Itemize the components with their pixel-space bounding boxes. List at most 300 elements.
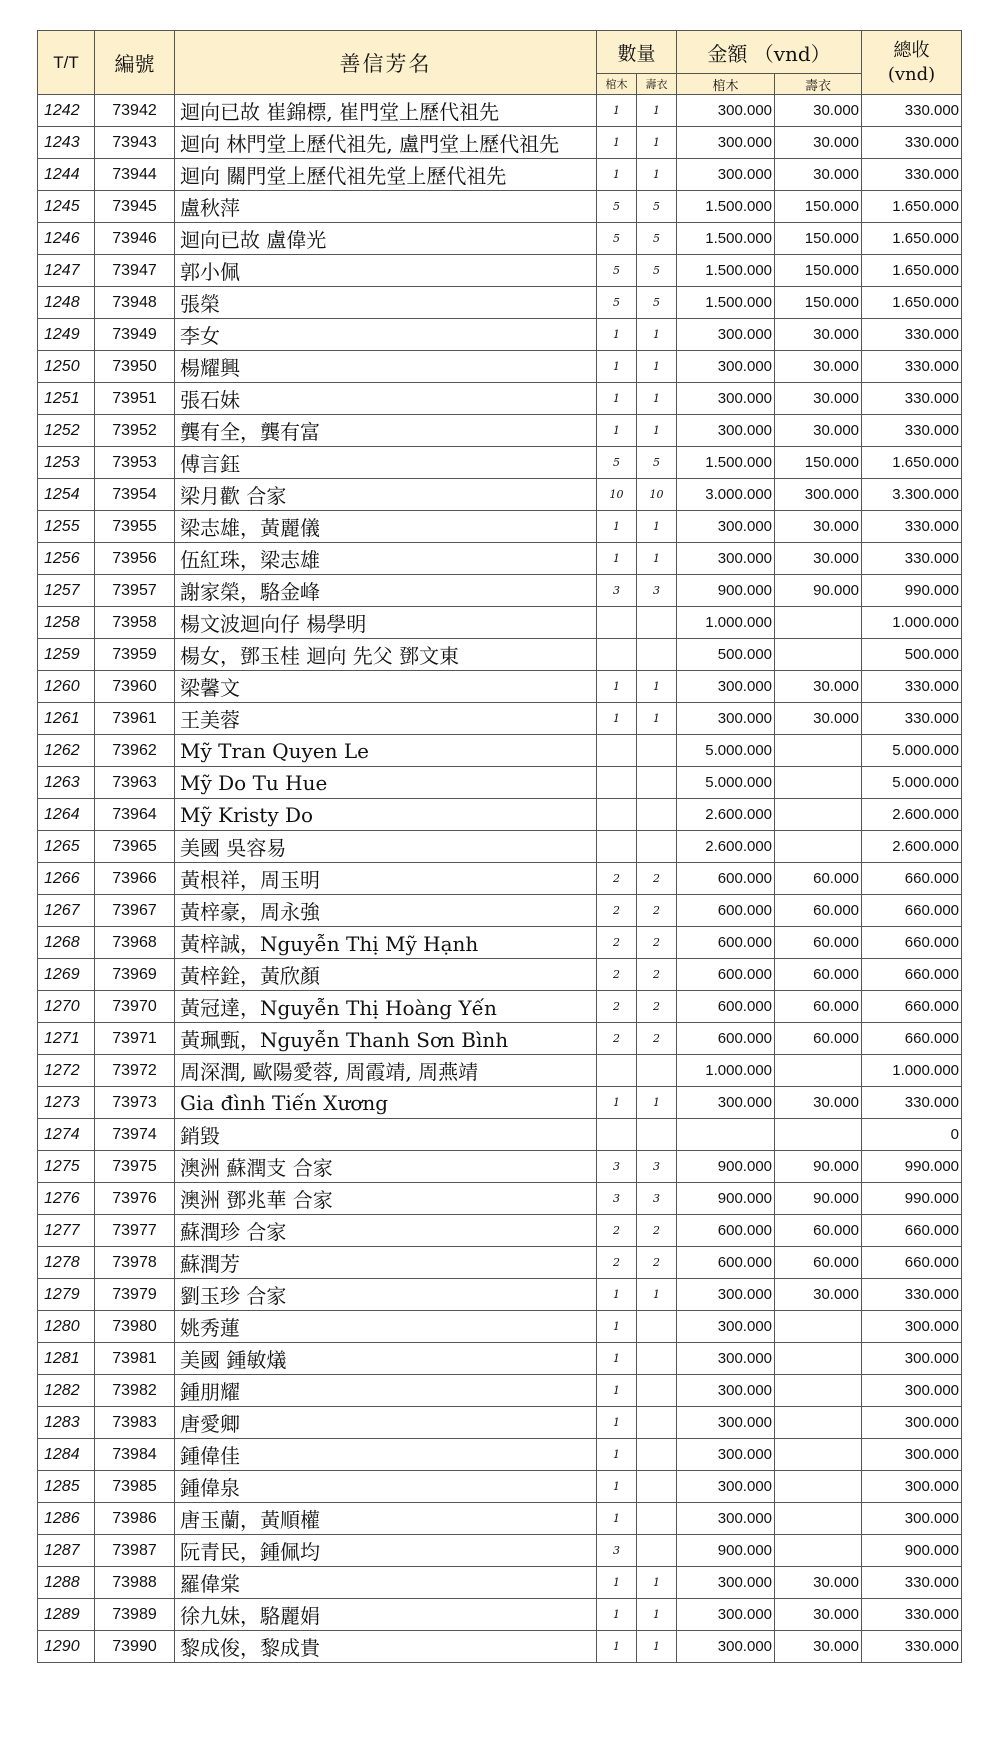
row-qty-shroud [637,799,677,831]
row-qty-coffin: 1 [597,383,637,415]
row-qty-shroud [637,767,677,799]
table-row [38,1183,962,1215]
row-tt: 1272 [38,1055,95,1087]
table-row [38,1087,962,1119]
row-code: 73987 [95,1535,175,1567]
row-total: 660.000 [862,1215,962,1247]
row-total: 330.000 [862,1567,962,1599]
row-amount-coffin: 900.000 [677,575,775,607]
row-name: 銷毀 [175,1119,597,1151]
row-qty-shroud: 2 [637,1023,677,1055]
row-amount-coffin: 600.000 [677,895,775,927]
row-qty-coffin: 2 [597,959,637,991]
row-tt: 1277 [38,1215,95,1247]
row-name: 謝家榮，駱金峰 [175,575,597,607]
row-name: 羅偉棠 [175,1567,597,1599]
row-code: 73951 [95,383,175,415]
row-qty-shroud: 1 [637,1599,677,1631]
table-body [38,95,962,1663]
row-tt: 1244 [38,159,95,191]
row-tt: 1276 [38,1183,95,1215]
row-amount-coffin: 300.000 [677,127,775,159]
row-tt: 1289 [38,1599,95,1631]
row-qty-coffin: 1 [597,351,637,383]
row-qty-coffin: 1 [597,95,637,127]
row-tt: 1267 [38,895,95,927]
row-qty-coffin: 3 [597,1183,637,1215]
row-total: 660.000 [862,863,962,895]
row-code: 73988 [95,1567,175,1599]
row-amount-shroud: 60.000 [775,991,862,1023]
row-tt: 1284 [38,1439,95,1471]
row-qty-coffin: 2 [597,1023,637,1055]
row-qty-coffin: 2 [597,927,637,959]
row-code: 73989 [95,1599,175,1631]
row-qty-shroud: 1 [637,703,677,735]
row-tt: 1249 [38,319,95,351]
table-row [38,1279,962,1311]
row-code: 73971 [95,1023,175,1055]
table-row [38,639,962,671]
row-qty-shroud: 5 [637,447,677,479]
row-amount-shroud: 30.000 [775,1279,862,1311]
row-total: 900.000 [862,1535,962,1567]
row-name: 黃梓誠，Nguyễn Thị Mỹ Hạnh [175,927,597,959]
row-code: 73965 [95,831,175,863]
row-qty-shroud: 1 [637,671,677,703]
table-row [38,1023,962,1055]
row-tt: 1273 [38,1087,95,1119]
row-qty-shroud: 2 [637,959,677,991]
row-code: 73969 [95,959,175,991]
row-amount-coffin: 1.500.000 [677,255,775,287]
row-name: 張榮 [175,287,597,319]
row-total: 300.000 [862,1311,962,1343]
row-code: 73949 [95,319,175,351]
table-row [38,895,962,927]
row-total: 1.650.000 [862,255,962,287]
row-amount-coffin: 1.500.000 [677,223,775,255]
row-amount-shroud: 150.000 [775,287,862,319]
row-amount-coffin: 300.000 [677,1567,775,1599]
row-qty-shroud [637,607,677,639]
row-name: 迴向 林門堂上歷代祖先, 盧門堂上歷代祖先 [175,127,597,159]
table-row [38,863,962,895]
row-total: 330.000 [862,703,962,735]
row-amount-coffin [677,1119,775,1151]
row-name: 楊女，鄧玉桂 迴向 先父 鄧文東 [175,639,597,671]
row-amount-shroud: 60.000 [775,1023,862,1055]
row-code: 73985 [95,1471,175,1503]
row-qty-shroud [637,1055,677,1087]
row-code: 73980 [95,1311,175,1343]
row-name: 迴向已故 崔錦標, 崔門堂上歷代祖先 [175,95,597,127]
row-amount-coffin: 300.000 [677,1631,775,1663]
row-total: 330.000 [862,671,962,703]
row-name: 李女 [175,319,597,351]
row-amount-shroud: 30.000 [775,351,862,383]
row-code: 73967 [95,895,175,927]
row-amount-coffin: 5.000.000 [677,735,775,767]
row-amount-shroud [775,831,862,863]
row-total: 660.000 [862,895,962,927]
row-qty-coffin: 2 [597,1215,637,1247]
row-name: 鍾偉佳 [175,1439,597,1471]
row-amount-shroud [775,767,862,799]
row-amount-coffin: 300.000 [677,159,775,191]
row-qty-coffin: 1 [597,1567,637,1599]
row-amount-coffin: 500.000 [677,639,775,671]
row-tt: 1281 [38,1343,95,1375]
row-code: 73950 [95,351,175,383]
row-qty-shroud [637,1407,677,1439]
row-code: 73943 [95,127,175,159]
row-name: 澳洲 鄧兆華 合家 [175,1183,597,1215]
row-total: 1.650.000 [862,191,962,223]
row-code: 73948 [95,287,175,319]
row-amount-shroud [775,1119,862,1151]
table-row [38,287,962,319]
row-amount-shroud: 30.000 [775,671,862,703]
row-amount-shroud: 30.000 [775,1599,862,1631]
row-amount-coffin: 600.000 [677,991,775,1023]
row-total: 660.000 [862,1023,962,1055]
row-name: 迴向 關門堂上歷代祖先堂上歷代祖先 [175,159,597,191]
row-qty-shroud: 3 [637,1151,677,1183]
table-row [38,479,962,511]
row-qty-coffin: 5 [597,287,637,319]
row-qty-coffin: 1 [597,1471,637,1503]
row-tt: 1253 [38,447,95,479]
row-qty-coffin [597,799,637,831]
row-name: Mỹ Tran Quyen Le [175,735,597,767]
row-code: 73984 [95,1439,175,1471]
row-name: 黃冠達，Nguyễn Thị Hoàng Yến [175,991,597,1023]
row-qty-coffin: 1 [597,1407,637,1439]
row-tt: 1283 [38,1407,95,1439]
row-amount-coffin: 2.600.000 [677,831,775,863]
row-tt: 1247 [38,255,95,287]
row-amount-shroud: 30.000 [775,383,862,415]
table-row [38,671,962,703]
row-code: 73961 [95,703,175,735]
row-name: 黃梓豪，周永強 [175,895,597,927]
table-row [38,1151,962,1183]
row-amount-shroud [775,1407,862,1439]
row-total: 300.000 [862,1375,962,1407]
row-qty-shroud: 1 [637,383,677,415]
row-amount-coffin: 300.000 [677,1279,775,1311]
row-qty-coffin: 1 [597,127,637,159]
row-amount-coffin: 900.000 [677,1535,775,1567]
row-tt: 1282 [38,1375,95,1407]
row-total: 1.000.000 [862,607,962,639]
row-amount-coffin: 1.500.000 [677,447,775,479]
row-code: 73955 [95,511,175,543]
row-qty-coffin [597,639,637,671]
row-name: 鍾朋耀 [175,1375,597,1407]
row-qty-shroud: 3 [637,1183,677,1215]
row-qty-coffin [597,767,637,799]
row-code: 73990 [95,1631,175,1663]
row-tt: 1290 [38,1631,95,1663]
row-amount-coffin: 300.000 [677,1087,775,1119]
row-qty-coffin: 3 [597,575,637,607]
row-qty-coffin [597,1055,637,1087]
row-qty-shroud [637,1311,677,1343]
row-code: 73944 [95,159,175,191]
row-amount-shroud [775,1471,862,1503]
row-tt: 1250 [38,351,95,383]
row-tt: 1255 [38,511,95,543]
row-tt: 1246 [38,223,95,255]
row-name: 徐九妹，駱麗娟 [175,1599,597,1631]
row-qty-shroud: 1 [637,543,677,575]
row-total: 5.000.000 [862,735,962,767]
row-code: 73982 [95,1375,175,1407]
row-tt: 1269 [38,959,95,991]
table-header [38,31,962,95]
row-total: 330.000 [862,383,962,415]
table-row [38,543,962,575]
row-amount-shroud: 30.000 [775,159,862,191]
table-row [38,511,962,543]
row-total: 330.000 [862,159,962,191]
table-row [38,1471,962,1503]
row-name: Mỹ Kristy Do [175,799,597,831]
row-amount-coffin: 300.000 [677,1503,775,1535]
row-total: 1.650.000 [862,287,962,319]
row-tt: 1271 [38,1023,95,1055]
row-name: 黃珮甄，Nguyễn Thanh Sơn Bình [175,1023,597,1055]
row-name: 龔有全，龔有富 [175,415,597,447]
row-amount-coffin: 300.000 [677,319,775,351]
row-amount-coffin: 600.000 [677,1247,775,1279]
row-total: 0 [862,1119,962,1151]
row-total: 300.000 [862,1471,962,1503]
row-qty-coffin: 2 [597,991,637,1023]
row-code: 73953 [95,447,175,479]
row-qty-shroud: 1 [637,95,677,127]
table-row [38,1631,962,1663]
row-code: 73947 [95,255,175,287]
row-name: 迴向已故 盧偉光 [175,223,597,255]
row-total: 330.000 [862,511,962,543]
row-qty-coffin: 1 [597,1375,637,1407]
row-qty-coffin: 1 [597,159,637,191]
row-total: 300.000 [862,1503,962,1535]
row-qty-coffin: 2 [597,895,637,927]
row-amount-shroud [775,1343,862,1375]
row-code: 73963 [95,767,175,799]
row-qty-coffin: 2 [597,863,637,895]
row-tt: 1278 [38,1247,95,1279]
row-amount-coffin: 300.000 [677,1311,775,1343]
row-amount-shroud: 30.000 [775,1631,862,1663]
row-amount-shroud: 60.000 [775,895,862,927]
row-code: 73954 [95,479,175,511]
row-name: 伍紅珠，梁志雄 [175,543,597,575]
row-amount-shroud: 30.000 [775,1087,862,1119]
row-amount-coffin: 600.000 [677,863,775,895]
row-code: 73956 [95,543,175,575]
row-qty-coffin: 3 [597,1535,637,1567]
header-tt: T/T [38,31,95,95]
row-code: 73958 [95,607,175,639]
row-tt: 1280 [38,1311,95,1343]
row-qty-shroud [637,1439,677,1471]
table-row [38,927,962,959]
donation-table [37,30,962,1663]
row-total: 5.000.000 [862,767,962,799]
row-tt: 1242 [38,95,95,127]
row-amount-shroud: 90.000 [775,1151,862,1183]
row-total: 990.000 [862,575,962,607]
table-row [38,991,962,1023]
row-tt: 1264 [38,799,95,831]
row-amount-coffin: 1.500.000 [677,287,775,319]
row-name: 楊文波迴向仔 楊學明 [175,607,597,639]
row-name: 唐玉蘭，黃順權 [175,1503,597,1535]
row-code: 73979 [95,1279,175,1311]
row-amount-shroud: 60.000 [775,927,862,959]
row-name: 姚秀蓮 [175,1311,597,1343]
row-qty-shroud: 10 [637,479,677,511]
row-amount-shroud: 60.000 [775,1215,862,1247]
row-amount-shroud [775,1535,862,1567]
table-row [38,159,962,191]
row-name: 阮青民，鍾佩均 [175,1535,597,1567]
row-code: 73942 [95,95,175,127]
row-code: 73952 [95,415,175,447]
row-qty-shroud: 1 [637,1087,677,1119]
row-tt: 1259 [38,639,95,671]
row-name: 美國 鍾敏燨 [175,1343,597,1375]
row-qty-coffin: 1 [597,415,637,447]
row-amount-shroud [775,799,862,831]
row-qty-shroud: 1 [637,511,677,543]
table-row [38,351,962,383]
row-amount-coffin: 1.500.000 [677,191,775,223]
row-code: 73986 [95,1503,175,1535]
row-amount-shroud [775,639,862,671]
row-qty-coffin: 1 [597,1279,637,1311]
row-name: 傅言鈺 [175,447,597,479]
row-amount-shroud: 150.000 [775,191,862,223]
row-amount-coffin: 2.600.000 [677,799,775,831]
row-qty-coffin: 3 [597,1151,637,1183]
row-qty-shroud: 1 [637,1631,677,1663]
row-amount-shroud: 30.000 [775,127,862,159]
row-amount-shroud [775,735,862,767]
table-row [38,1407,962,1439]
row-code: 73962 [95,735,175,767]
table-row [38,1599,962,1631]
header-amount-coffin: 棺木 [677,74,775,95]
row-code: 73976 [95,1183,175,1215]
row-qty-shroud: 3 [637,575,677,607]
row-qty-shroud: 2 [637,991,677,1023]
table-row [38,447,962,479]
row-name: Mỹ Do Tu Hue [175,767,597,799]
table-row [38,767,962,799]
row-amount-coffin: 3.000.000 [677,479,775,511]
row-qty-shroud [637,1535,677,1567]
row-qty-coffin: 1 [597,543,637,575]
table-row [38,1375,962,1407]
row-amount-shroud [775,607,862,639]
row-qty-shroud: 5 [637,191,677,223]
row-amount-shroud: 150.000 [775,447,862,479]
row-name: 郭小佩 [175,255,597,287]
row-amount-shroud: 30.000 [775,703,862,735]
row-amount-coffin: 300.000 [677,1599,775,1631]
row-amount-coffin: 300.000 [677,1471,775,1503]
row-code: 73981 [95,1343,175,1375]
row-qty-coffin: 5 [597,223,637,255]
row-qty-coffin: 2 [597,1247,637,1279]
row-qty-shroud: 1 [637,319,677,351]
row-name: 唐愛卿 [175,1407,597,1439]
row-qty-shroud [637,1343,677,1375]
row-qty-coffin: 1 [597,1343,637,1375]
row-name: 盧秋萍 [175,191,597,223]
row-qty-shroud: 5 [637,223,677,255]
row-tt: 1245 [38,191,95,223]
row-total: 990.000 [862,1183,962,1215]
row-code: 73972 [95,1055,175,1087]
row-amount-coffin: 600.000 [677,927,775,959]
row-name: 黃梓銓，黃欣顏 [175,959,597,991]
row-qty-coffin: 1 [597,1503,637,1535]
row-qty-shroud [637,831,677,863]
row-code: 73975 [95,1151,175,1183]
table-row [38,1535,962,1567]
row-total: 660.000 [862,959,962,991]
row-qty-coffin: 1 [597,511,637,543]
row-code: 73966 [95,863,175,895]
row-tt: 1248 [38,287,95,319]
row-amount-shroud [775,1503,862,1535]
header-quantity: 數量 [597,31,677,74]
row-qty-shroud: 5 [637,255,677,287]
row-total: 330.000 [862,127,962,159]
header-amount: 金額 （vnd） [677,31,862,74]
row-qty-coffin: 1 [597,319,637,351]
row-tt: 1261 [38,703,95,735]
row-name: 周深潤, 歐陽愛蓉, 周霞靖, 周燕靖 [175,1055,597,1087]
row-name: 王美蓉 [175,703,597,735]
row-amount-shroud: 30.000 [775,511,862,543]
row-code: 73968 [95,927,175,959]
row-qty-coffin: 1 [597,1439,637,1471]
row-total: 330.000 [862,351,962,383]
row-name: 梁馨文 [175,671,597,703]
row-amount-coffin: 300.000 [677,511,775,543]
row-tt: 1270 [38,991,95,1023]
row-amount-coffin: 600.000 [677,1023,775,1055]
row-qty-shroud [637,1471,677,1503]
row-qty-shroud [637,1503,677,1535]
row-tt: 1263 [38,767,95,799]
row-total: 300.000 [862,1439,962,1471]
row-amount-coffin: 1.000.000 [677,1055,775,1087]
row-name: 梁志雄，黃麗儀 [175,511,597,543]
row-amount-coffin: 600.000 [677,1215,775,1247]
table-row [38,607,962,639]
row-tt: 1257 [38,575,95,607]
row-total: 330.000 [862,1599,962,1631]
